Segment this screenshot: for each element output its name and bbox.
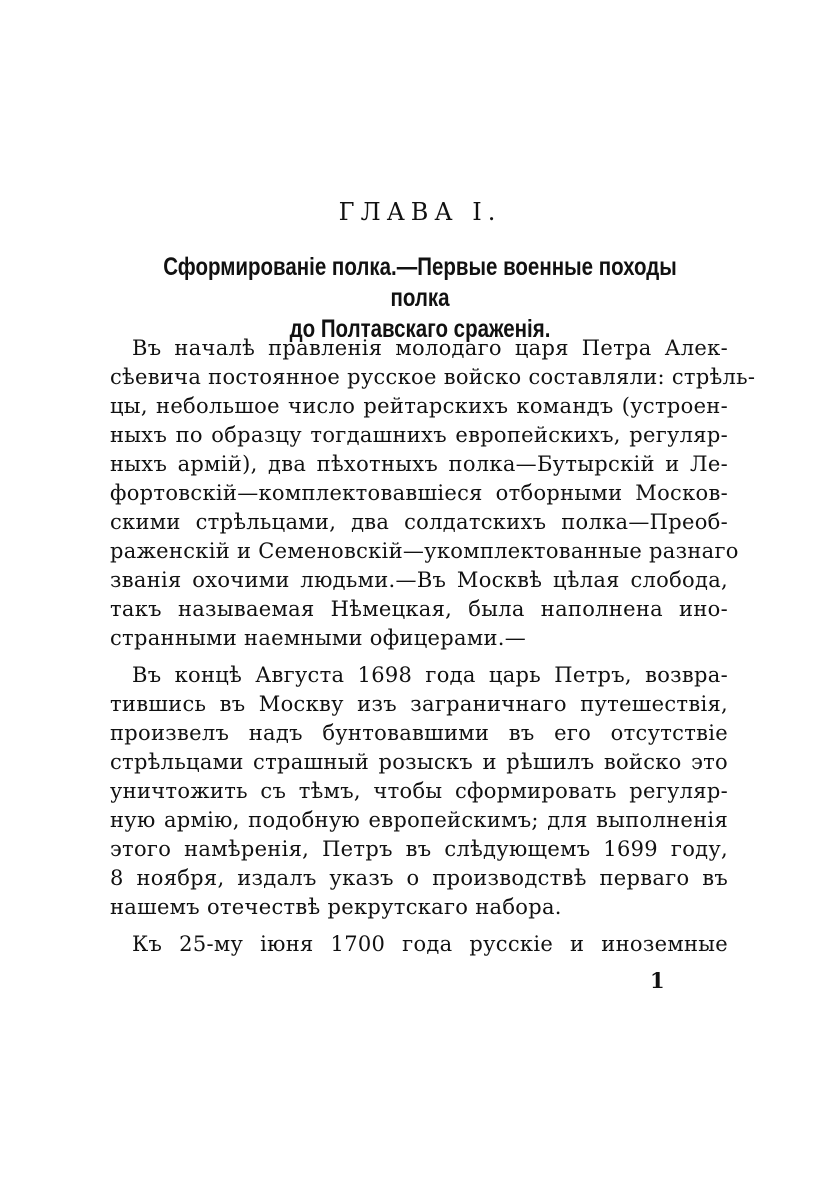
chapter-heading: ГЛАВА I. [338, 198, 502, 226]
text-line: ныхъ по образцу тогдашнихъ европейскихъ, регуляр- [110, 423, 728, 447]
paragraph-2 [110, 661, 728, 922]
text-line: ную армію, подобную европейскимъ; для выполненія [110, 808, 728, 832]
paragraph-gap [110, 922, 728, 930]
page-number: 1 [650, 968, 665, 993]
chapter-title-line: Сформированіе полка.—Первые военные походы полка [163, 253, 677, 312]
text-line: ныхъ армій), два пѣхотныхъ полка—Бутырскій и Ле- [110, 452, 728, 476]
text-line: раженскій и Семеновскій—укомплектованные разнаго [110, 539, 739, 563]
text-line: странными наемными офицерами.— [110, 626, 527, 650]
text-line: стрѣльцами страшный розыскъ и рѣшилъ войско это [110, 750, 728, 774]
text-line: такъ называемая Нѣмецкая, была наполнена ино- [110, 597, 728, 621]
text-line: уничтожить съ тѣмъ, чтобы сформировать регуляр- [110, 779, 728, 803]
text-line: цы, небольшое число рейтарскихъ командъ (устроен- [110, 394, 728, 418]
text-line: тившись въ Москву изъ заграничнаго путешествія, [110, 692, 728, 716]
text-line: произвелъ надъ бунтовавшими въ его отсутствіе [110, 721, 728, 745]
text-line: нашемъ отечествѣ рекрутскаго набора. [110, 895, 562, 919]
paragraph-1 [110, 334, 756, 653]
paragraph-gap [110, 653, 728, 661]
chapter-title-line: до Полтавскаго сраженія. [289, 315, 551, 343]
text-line: 8 ноября, издалъ указъ о производствѣ перваго въ [110, 866, 728, 890]
text-line: Въ началѣ правленія молодаго царя Петра Алек- [132, 336, 728, 360]
body-text [110, 334, 756, 959]
paragraph-3 [110, 930, 728, 959]
text-line: скими стрѣльцами, два солдатскихъ полка—Преоб- [110, 510, 728, 534]
text-line: фортовскій—комплектовавшіеся отборными Москов- [110, 481, 728, 505]
text-line: этого намѣренія, Петръ въ слѣдующемъ 1699 году, [110, 837, 728, 861]
text-line: Въ концѣ Августа 1698 года царь Петръ, возвра- [132, 663, 728, 687]
chapter-title [158, 252, 683, 345]
text-line: званія охочими людьми.—Въ Москвѣ цѣлая слобода, [110, 568, 728, 592]
text-line: Къ 25-му іюня 1700 года русскіе и иноземные [132, 932, 728, 956]
text-line: сѣевича постоянное русское войско составляли: стрѣль- [110, 365, 756, 389]
